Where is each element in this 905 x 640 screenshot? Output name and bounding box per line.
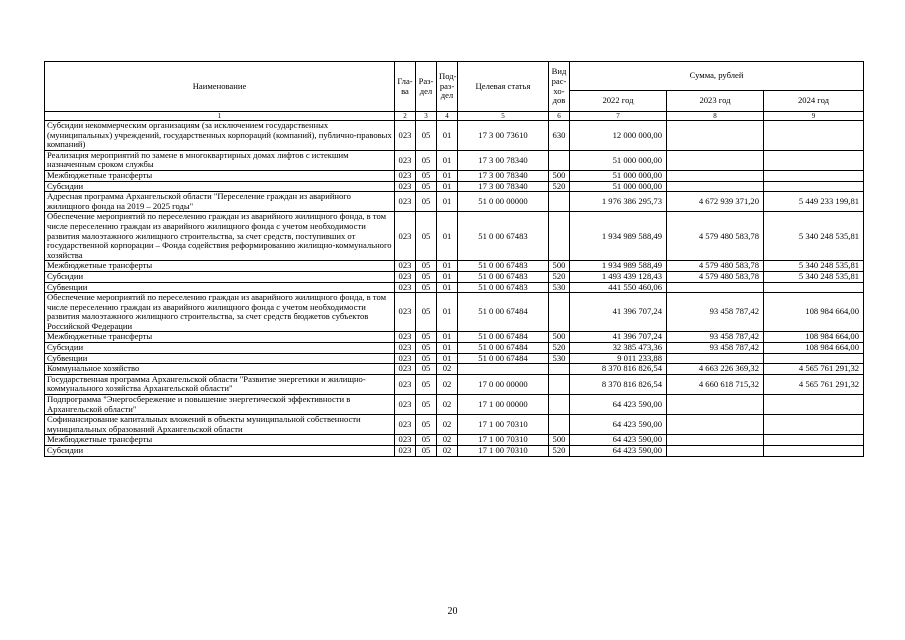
row-vid-rashodov xyxy=(549,293,570,332)
column-number: 2 xyxy=(395,112,416,121)
row-razdel: 05 xyxy=(416,271,437,282)
header-year-2024: 2024 год xyxy=(764,91,864,112)
row-podrazdel: 01 xyxy=(437,192,458,212)
row-vid-rashodov: 520 xyxy=(549,271,570,282)
row-name: Обеспечение мероприятий по переселению граждан из аварийного жилищного фонда, в том числе переселению граждан из аварийного жилищного фонда с учетом необходимости развития малоэтажного жилищного строительства, за счет средств, поступивших от государственной корпорации – Фонда содействия реформированию жилищно-коммунального хозяйства xyxy=(45,212,395,261)
row-name: Субвенции xyxy=(45,282,395,293)
row-podrazdel: 01 xyxy=(437,170,458,181)
row-sum-2024: 108 984 664,00 xyxy=(764,293,864,332)
row-sum-2022: 51 000 000,00 xyxy=(570,181,667,192)
row-vid-rashodov xyxy=(549,150,570,170)
row-vid-rashodov xyxy=(549,374,570,394)
row-sum-2024 xyxy=(764,150,864,170)
row-glava: 023 xyxy=(395,181,416,192)
table-row xyxy=(45,364,864,375)
page-number: 20 xyxy=(447,606,458,617)
row-glava: 023 xyxy=(395,374,416,394)
row-sum-2023 xyxy=(667,282,764,293)
row-sum-2023 xyxy=(667,353,764,364)
row-sum-2023: 93 458 787,42 xyxy=(667,293,764,332)
row-celevaya-statya: 17 3 00 78340 xyxy=(458,181,549,192)
row-razdel: 05 xyxy=(416,212,437,261)
row-glava: 023 xyxy=(395,332,416,343)
row-sum-2024: 5 340 248 535,81 xyxy=(764,212,864,261)
header-celevaya-statya: Целевая статья xyxy=(458,62,549,112)
row-podrazdel: 01 xyxy=(437,121,458,151)
row-name: Софинансирование капитальных вложений в объекты муниципальной собственности муниципальных образований Архангельской области xyxy=(45,415,395,435)
row-sum-2024: 5 340 248 535,81 xyxy=(764,261,864,272)
row-vid-rashodov: 520 xyxy=(549,343,570,354)
row-podrazdel: 02 xyxy=(437,446,458,457)
row-sum-2024: 4 565 761 291,32 xyxy=(764,364,864,375)
row-name: Субвенции xyxy=(45,353,395,364)
row-sum-2023 xyxy=(667,435,764,446)
row-razdel: 05 xyxy=(416,192,437,212)
row-razdel: 05 xyxy=(416,150,437,170)
row-sum-2022: 1 934 989 588,49 xyxy=(570,212,667,261)
row-sum-2024: 5 449 233 199,81 xyxy=(764,192,864,212)
row-sum-2024 xyxy=(764,121,864,151)
table-row xyxy=(45,332,864,343)
table-row xyxy=(45,192,864,212)
row-razdel: 05 xyxy=(416,435,437,446)
table-row xyxy=(45,446,864,457)
row-glava: 023 xyxy=(395,192,416,212)
row-celevaya-statya: 51 0 00 67484 xyxy=(458,343,549,354)
table-row xyxy=(45,181,864,192)
header-sum: Сумма, рублей xyxy=(570,62,864,91)
column-number: 7 xyxy=(570,112,667,121)
budget-table xyxy=(44,61,864,457)
row-celevaya-statya: 51 0 00 67484 xyxy=(458,332,549,343)
table-row xyxy=(45,212,864,261)
row-sum-2023 xyxy=(667,395,764,415)
row-celevaya-statya: 51 0 00 67483 xyxy=(458,261,549,272)
row-glava: 023 xyxy=(395,282,416,293)
row-sum-2022: 41 396 707,24 xyxy=(570,332,667,343)
row-celevaya-statya: 51 0 00 67483 xyxy=(458,282,549,293)
column-number: 8 xyxy=(667,112,764,121)
row-sum-2022: 441 550 460,06 xyxy=(570,282,667,293)
column-number: 6 xyxy=(549,112,570,121)
header-podrazdel: Под-раз-дел xyxy=(437,62,458,112)
row-celevaya-statya: 17 1 00 70310 xyxy=(458,415,549,435)
row-sum-2022: 1 976 386 295,73 xyxy=(570,192,667,212)
row-podrazdel: 01 xyxy=(437,293,458,332)
row-sum-2024: 108 984 664,00 xyxy=(764,332,864,343)
row-sum-2023: 4 660 618 715,32 xyxy=(667,374,764,394)
row-sum-2022: 8 370 816 826,54 xyxy=(570,374,667,394)
row-name: Подпрограмма "Энергосбережение и повышение энергетической эффективности в Архангельской области" xyxy=(45,395,395,415)
table-row xyxy=(45,374,864,394)
row-sum-2022: 12 000 000,00 xyxy=(570,121,667,151)
row-podrazdel: 01 xyxy=(437,353,458,364)
table-row xyxy=(45,343,864,354)
header-year-2023: 2023 год xyxy=(667,91,764,112)
row-celevaya-statya: 51 0 00 67483 xyxy=(458,271,549,282)
header-vid-rashodov: Вид рас-хо-дов xyxy=(549,62,570,112)
header-razdel: Раз-дел xyxy=(416,62,437,112)
row-celevaya-statya: 17 3 00 73610 xyxy=(458,121,549,151)
table-row xyxy=(45,395,864,415)
row-vid-rashodov xyxy=(549,415,570,435)
row-sum-2022: 64 423 590,00 xyxy=(570,446,667,457)
row-celevaya-statya xyxy=(458,364,549,375)
row-sum-2023 xyxy=(667,150,764,170)
row-sum-2024: 5 340 248 535,81 xyxy=(764,271,864,282)
row-sum-2022: 51 000 000,00 xyxy=(570,150,667,170)
row-razdel: 05 xyxy=(416,353,437,364)
row-sum-2024 xyxy=(764,170,864,181)
row-podrazdel: 01 xyxy=(437,212,458,261)
row-sum-2022: 51 000 000,00 xyxy=(570,170,667,181)
row-name: Обеспечение мероприятий по переселению граждан из аварийного жилищного фонда, в том числе переселению граждан из аварийного жилищного фонда с учетом необходимости развития малоэтажного жилищного строительства, за счет средств бюджетов субъектов Российской Федерации xyxy=(45,293,395,332)
row-glava: 023 xyxy=(395,150,416,170)
row-podrazdel: 02 xyxy=(437,374,458,394)
row-sum-2024 xyxy=(764,395,864,415)
row-sum-2024 xyxy=(764,181,864,192)
table-row xyxy=(45,170,864,181)
table-row xyxy=(45,150,864,170)
row-vid-rashodov xyxy=(549,395,570,415)
row-celevaya-statya: 17 1 00 70310 xyxy=(458,446,549,457)
row-podrazdel: 01 xyxy=(437,150,458,170)
row-sum-2024 xyxy=(764,446,864,457)
row-celevaya-statya: 17 1 00 00000 xyxy=(458,395,549,415)
table-row xyxy=(45,415,864,435)
row-sum-2024: 4 565 761 291,32 xyxy=(764,374,864,394)
row-sum-2023: 4 579 480 583,78 xyxy=(667,271,764,282)
row-glava: 023 xyxy=(395,261,416,272)
header-glava: Гла-ва xyxy=(395,62,416,112)
row-sum-2022: 8 370 816 826,54 xyxy=(570,364,667,375)
row-celevaya-statya: 17 3 00 78340 xyxy=(458,150,549,170)
table-row xyxy=(45,353,864,364)
row-vid-rashodov: 500 xyxy=(549,261,570,272)
row-vid-rashodov: 500 xyxy=(549,435,570,446)
row-name: Реализация мероприятий по замене в многоквартирных домах лифтов с истекшим назначенным сроком службы xyxy=(45,150,395,170)
row-name: Коммунальное хозяйство xyxy=(45,364,395,375)
table-row xyxy=(45,282,864,293)
row-vid-rashodov: 500 xyxy=(549,332,570,343)
row-sum-2022: 64 423 590,00 xyxy=(570,415,667,435)
table-row xyxy=(45,121,864,151)
row-razdel: 05 xyxy=(416,374,437,394)
row-razdel: 05 xyxy=(416,282,437,293)
row-celevaya-statya: 51 0 00 00000 xyxy=(458,192,549,212)
row-name: Межбюджетные трансферты xyxy=(45,332,395,343)
row-sum-2023 xyxy=(667,121,764,151)
row-sum-2023: 4 579 480 583,78 xyxy=(667,212,764,261)
row-glava: 023 xyxy=(395,364,416,375)
row-sum-2023 xyxy=(667,170,764,181)
row-razdel: 05 xyxy=(416,446,437,457)
row-glava: 023 xyxy=(395,343,416,354)
row-celevaya-statya: 17 3 00 78340 xyxy=(458,170,549,181)
row-vid-rashodov xyxy=(549,212,570,261)
row-name: Субсидии некоммерческим организациям (за исключением государственных (муниципальных) учреждений, государственных корпораций (компаний), публично-правовых компаний) xyxy=(45,121,395,151)
row-vid-rashodov xyxy=(549,192,570,212)
row-glava: 023 xyxy=(395,353,416,364)
row-sum-2023 xyxy=(667,415,764,435)
table-row xyxy=(45,271,864,282)
row-podrazdel: 02 xyxy=(437,395,458,415)
row-glava: 023 xyxy=(395,293,416,332)
row-razdel: 05 xyxy=(416,170,437,181)
row-sum-2023: 4 579 480 583,78 xyxy=(667,261,764,272)
row-celevaya-statya: 51 0 00 67483 xyxy=(458,212,549,261)
row-vid-rashodov: 520 xyxy=(549,446,570,457)
row-razdel: 05 xyxy=(416,395,437,415)
row-name: Субсидии xyxy=(45,271,395,282)
header-name: Наименование xyxy=(45,62,395,112)
row-celevaya-statya: 17 1 00 70310 xyxy=(458,435,549,446)
row-glava: 023 xyxy=(395,271,416,282)
table-row xyxy=(45,435,864,446)
table-body xyxy=(45,121,864,457)
column-number: 3 xyxy=(416,112,437,121)
row-podrazdel: 02 xyxy=(437,435,458,446)
row-name: Адресная программа Архангельской области "Переселение граждан из аварийного жилищного фонда на 2019 – 2025 годы" xyxy=(45,192,395,212)
row-sum-2023: 4 663 226 369,32 xyxy=(667,364,764,375)
row-sum-2022: 64 423 590,00 xyxy=(570,435,667,446)
table-row xyxy=(45,293,864,332)
row-podrazdel: 01 xyxy=(437,332,458,343)
row-sum-2024 xyxy=(764,353,864,364)
row-sum-2022: 41 396 707,24 xyxy=(570,293,667,332)
column-number: 9 xyxy=(764,112,864,121)
row-razdel: 05 xyxy=(416,181,437,192)
row-name: Субсидии xyxy=(45,446,395,457)
row-razdel: 05 xyxy=(416,343,437,354)
row-razdel: 05 xyxy=(416,261,437,272)
row-glava: 023 xyxy=(395,121,416,151)
row-glava: 023 xyxy=(395,212,416,261)
row-vid-rashodov: 630 xyxy=(549,121,570,151)
row-razdel: 05 xyxy=(416,121,437,151)
row-vid-rashodov: 530 xyxy=(549,353,570,364)
row-podrazdel: 02 xyxy=(437,415,458,435)
row-sum-2024 xyxy=(764,415,864,435)
row-razdel: 05 xyxy=(416,415,437,435)
row-sum-2022: 64 423 590,00 xyxy=(570,395,667,415)
row-podrazdel: 01 xyxy=(437,282,458,293)
row-podrazdel: 01 xyxy=(437,261,458,272)
row-podrazdel: 02 xyxy=(437,364,458,375)
row-name: Субсидии xyxy=(45,343,395,354)
row-sum-2023: 4 672 939 371,20 xyxy=(667,192,764,212)
column-number: 1 xyxy=(45,112,395,121)
row-vid-rashodov: 500 xyxy=(549,170,570,181)
row-razdel: 05 xyxy=(416,293,437,332)
row-celevaya-statya: 51 0 00 67484 xyxy=(458,293,549,332)
row-name: Государственная программа Архангельской области "Развитие энергетики и жилищно-коммунального хозяйства Архангельской области" xyxy=(45,374,395,394)
row-sum-2022: 9 011 233,88 xyxy=(570,353,667,364)
row-name: Межбюджетные трансферты xyxy=(45,261,395,272)
row-podrazdel: 01 xyxy=(437,181,458,192)
row-sum-2022: 1 934 989 588,49 xyxy=(570,261,667,272)
row-glava: 023 xyxy=(395,446,416,457)
row-razdel: 05 xyxy=(416,364,437,375)
row-name: Субсидии xyxy=(45,181,395,192)
row-glava: 023 xyxy=(395,395,416,415)
row-sum-2023 xyxy=(667,181,764,192)
column-number: 4 xyxy=(437,112,458,121)
row-sum-2023: 93 458 787,42 xyxy=(667,343,764,354)
row-podrazdel: 01 xyxy=(437,343,458,354)
table-row xyxy=(45,261,864,272)
row-vid-rashodov: 530 xyxy=(549,282,570,293)
row-razdel: 05 xyxy=(416,332,437,343)
row-sum-2024 xyxy=(764,435,864,446)
row-sum-2022: 1 493 439 128,43 xyxy=(570,271,667,282)
row-sum-2024 xyxy=(764,282,864,293)
row-glava: 023 xyxy=(395,170,416,181)
row-sum-2024: 108 984 664,00 xyxy=(764,343,864,354)
row-sum-2023 xyxy=(667,446,764,457)
column-number: 5 xyxy=(458,112,549,121)
row-name: Межбюджетные трансферты xyxy=(45,170,395,181)
row-name: Межбюджетные трансферты xyxy=(45,435,395,446)
row-celevaya-statya: 51 0 00 67484 xyxy=(458,353,549,364)
row-podrazdel: 01 xyxy=(437,271,458,282)
row-vid-rashodov: 520 xyxy=(549,181,570,192)
row-sum-2022: 32 385 473,36 xyxy=(570,343,667,354)
row-glava: 023 xyxy=(395,435,416,446)
row-sum-2023: 93 458 787,42 xyxy=(667,332,764,343)
row-vid-rashodov xyxy=(549,364,570,375)
row-glava: 023 xyxy=(395,415,416,435)
header-year-2022: 2022 год xyxy=(570,91,667,112)
row-celevaya-statya: 17 0 00 00000 xyxy=(458,374,549,394)
